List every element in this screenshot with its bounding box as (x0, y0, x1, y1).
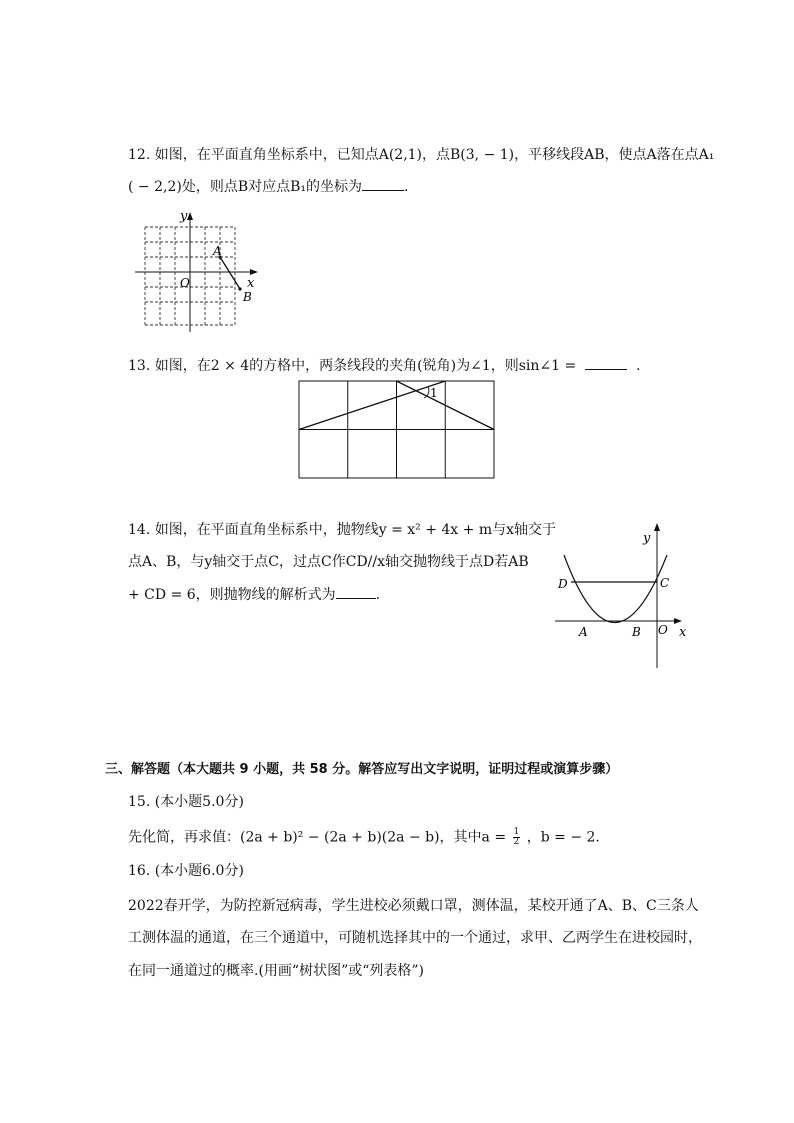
q14-line3-text: + CD = 6，则抛物线的解析式为 (128, 587, 336, 603)
q12-label-y: y (180, 209, 188, 224)
q12-x-arrow (250, 269, 258, 275)
q15-text-main: 先化简，再求值：(2a + b)² − (2a + b)(2a − b)，其中a = (128, 829, 507, 846)
q13-answer-blank (585, 355, 627, 370)
q14-label-a: A (579, 625, 588, 639)
q12-label-b: B (243, 290, 252, 304)
q12-line2 (128, 176, 408, 196)
q15-text (128, 828, 600, 847)
q13-angle-label: 1 (430, 386, 438, 400)
q13-segment-1 (299, 381, 445, 430)
q15-frac-num: 1 (513, 827, 520, 837)
q14-label-o: O (658, 623, 668, 637)
q13-text (128, 355, 640, 375)
q14-answer-blank (336, 584, 376, 599)
q12-line1: 12. 如图，在平面直角坐标系中，已知点A(2,1)，点B(3, − 1)，平移线段AB，使点A落在点A₁ (128, 147, 715, 163)
q14-line3-end: . (375, 587, 381, 603)
q15-fraction (513, 828, 521, 847)
q15-text-end: ，b = − 2. (526, 829, 600, 846)
q16-header: 16. (本小题6.0分) (128, 863, 244, 879)
q12-figure (130, 205, 265, 337)
q12-line2-end: . (404, 179, 409, 195)
q13-figure (298, 380, 496, 481)
q14-line1: 14. 如图，在平面直角坐标系中，抛物线y = x² + 4x + m与x轴交于 (128, 522, 556, 538)
q13-grid (299, 381, 494, 478)
q12-label-o: O (180, 276, 190, 290)
q16-line3: 在同一通道过的概率.(用画“树状图”或“列表格”) (128, 963, 425, 979)
q14-line2: 点A、B，与y轴交于点C，过点C作CD//x轴交抛物线于点D若AB (128, 554, 529, 570)
q12-y-arrow (187, 212, 193, 220)
q12-answer-blank (362, 176, 404, 191)
q12-label-x: x (247, 276, 255, 291)
q12-segment-ab (220, 257, 240, 289)
q14-label-d: D (558, 577, 568, 591)
q14-line3 (128, 584, 380, 604)
q14-label-c: C (660, 576, 670, 590)
q14-figure (552, 518, 694, 670)
q14-parabola (564, 555, 670, 623)
q14-label-b: B (632, 625, 641, 639)
q16-line1: 2022春开学，为防控新冠病毒，学生进校必须戴口罩，测体温，某校开通了A、B、C三条人 (128, 898, 699, 914)
q14-label-y: y (643, 531, 651, 546)
q13-text-main: 13. 如图，在2 × 4的方格中，两条线段的夹角(锐角)为∠1，则sin∠1 = (128, 358, 577, 374)
q14-label-x: x (679, 625, 687, 640)
q16-line2: 工测体温的通道，在三个通道中，可随机选择其中的一个通过，求甲、乙两学生在进校园时， (128, 930, 702, 946)
q12-point-b (238, 287, 241, 290)
q12-line2-text: ( − 2,2)处，则点B对应点B₁的坐标为 (128, 179, 363, 195)
q12-label-a: A (213, 244, 222, 258)
q15-frac-den: 2 (513, 837, 520, 847)
q14-y-arrow (654, 523, 660, 531)
section3-title: 三、解答题（本大题共 9 小题，共 58 分。解答应写出文字说明，证明过程或演算步骤） (105, 762, 619, 777)
q13-text-end: . (636, 358, 641, 374)
q14-x-arrow (674, 618, 682, 624)
q15-header: 15. (本小题5.0分) (128, 794, 244, 810)
